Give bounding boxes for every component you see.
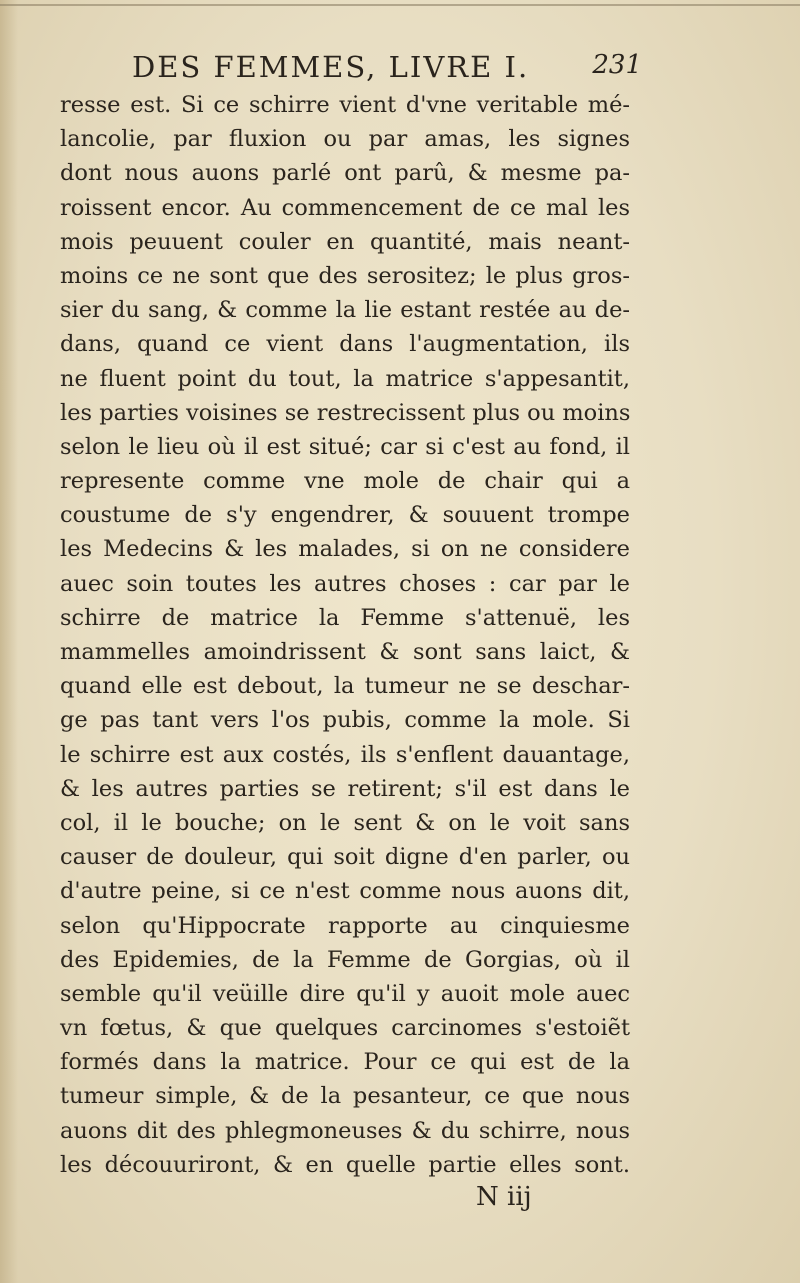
- body-text: [60, 88, 630, 1182]
- text-line: roissent encor. Au commencement de ce mal les: [60, 194, 630, 221]
- text-line: les parties voisines se restrecissent plus ou moins: [60, 399, 631, 426]
- text-line: le schirre est aux costés, ils s'enflent dauantage,: [60, 741, 630, 768]
- text-line: represente comme vne mole de chair qui a: [60, 468, 630, 495]
- text-line: col, il le bouche; on le sent & on le voit sans: [60, 809, 630, 836]
- text-line: ne fluent point du tout, la matrice s'appesantit,: [60, 365, 630, 392]
- page-fold-shadow: [0, 0, 18, 1283]
- text-line: & les autres parties se retirent; s'il est dans le: [60, 775, 630, 802]
- text-line: schirre de matrice la Femme s'attenuë, les: [60, 604, 630, 631]
- text-line: mammelles amoindrissent & sont sans laict, &: [60, 639, 630, 665]
- text-line: sier du sang, & comme la lie estant restée au de-: [60, 297, 630, 324]
- text-line: ge pas tant vers l'os pubis, comme la mole. Si: [60, 707, 630, 734]
- text-line: moins ce ne sont que des serositez; le plus gros-: [60, 262, 630, 289]
- text-line: vn fœtus, & que quelques carcinomes s'estoiẽt: [60, 1015, 630, 1042]
- text-line: coustume de s'y engendrer, & souuent trompe: [60, 502, 630, 529]
- text-line: selon le lieu où il est situé; car si c'est au fond, il: [60, 433, 630, 460]
- text-line: selon qu'Hippocrate rapporte au cinquiesme: [60, 912, 630, 939]
- text-line: des Epidemies, de la Femme de Gorgias, où il: [60, 946, 630, 973]
- text-line: d'autre peine, si ce n'est comme nous auons dit,: [60, 878, 630, 905]
- running-title: DES FEMMES, LIVRE I.: [132, 50, 530, 84]
- text-line: dont nous auons parlé ont parû, & mesme pa-: [60, 160, 630, 187]
- running-head: [132, 50, 652, 90]
- top-edge-rule: [0, 4, 800, 6]
- text-line: auons dit des phlegmoneuses & du schirre, nous: [60, 1117, 630, 1144]
- text-line: mois peuuent couler en quantité, mais neant-: [60, 228, 630, 255]
- text-line: les Medecins & les malades, si on ne considere: [60, 536, 630, 563]
- text-line: causer de douleur, qui soit digne d'en parler, ou: [60, 844, 630, 871]
- text-line: les découuriront, & en quelle partie elles sont.: [60, 1151, 630, 1178]
- text-line: tumeur simple, & de la pesanteur, ce que nous: [60, 1083, 630, 1110]
- signature-mark: N iij: [476, 1182, 532, 1212]
- page-number: 231: [592, 50, 642, 80]
- text-line: auec soin toutes les autres choses : car par le: [60, 570, 630, 597]
- text-line: lancolie, par fluxion ou par amas, les signes: [60, 126, 630, 153]
- text-line: semble qu'il veüille dire qu'il y auoit mole auec: [60, 980, 630, 1007]
- text-line: formés dans la matrice. Pour ce qui est de la: [60, 1049, 630, 1076]
- text-line: quand elle est debout, la tumeur ne se deschar-: [60, 673, 630, 700]
- text-line: resse est. Si ce schirre vient d'vne veritable mé-: [60, 92, 630, 118]
- text-line: dans, quand ce vient dans l'augmentation, ils: [60, 331, 630, 358]
